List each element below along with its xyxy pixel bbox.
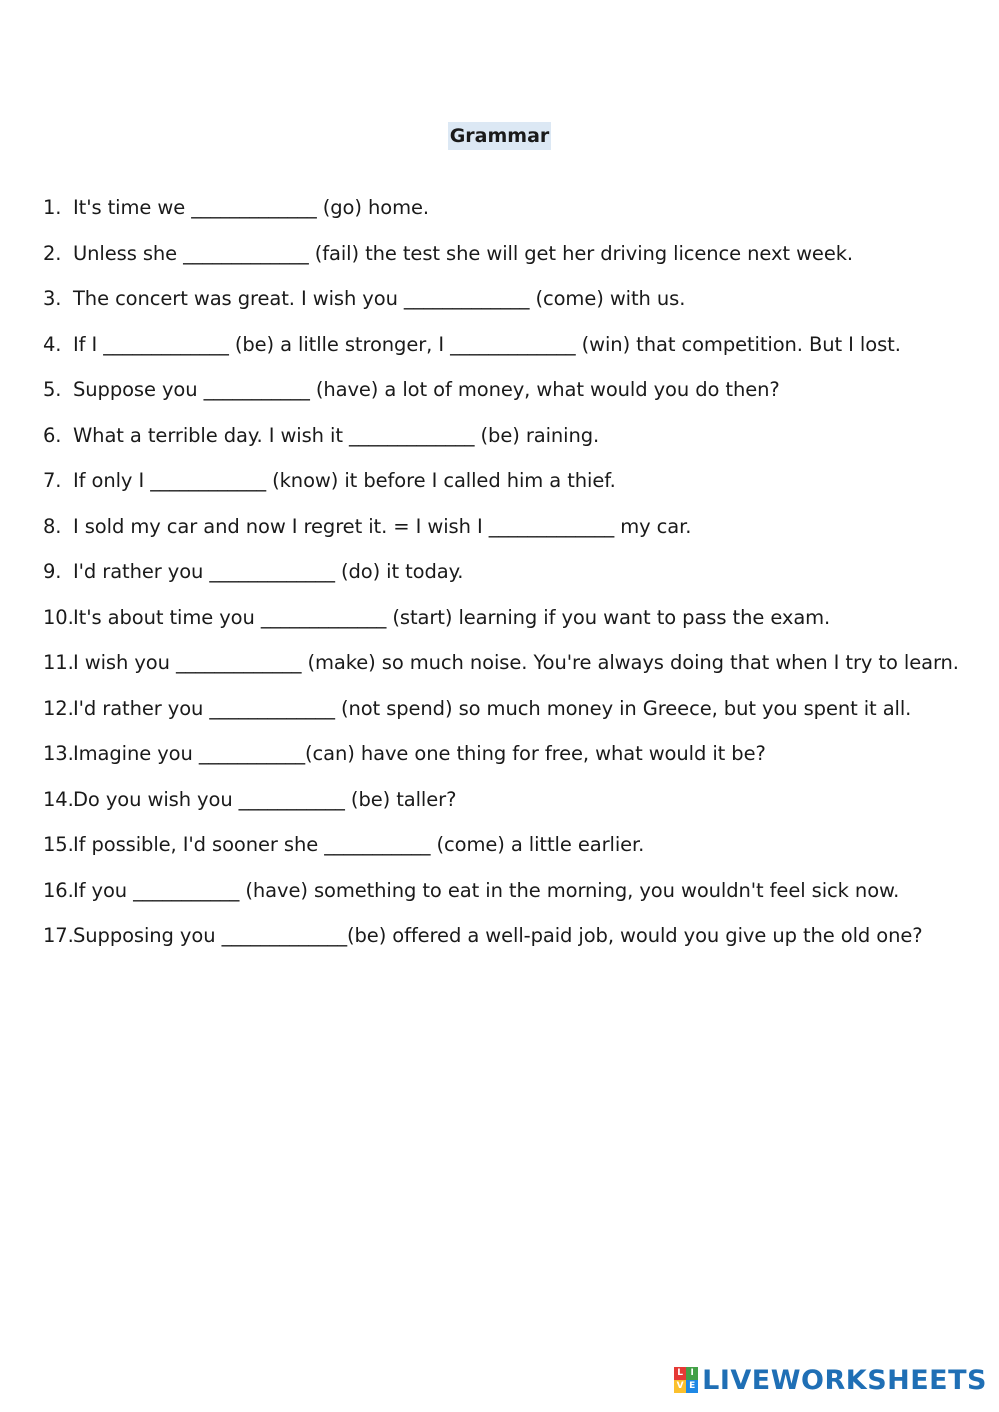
question-item [0,458,999,504]
question-number: 11. [43,651,74,674]
question-text: It's time we _____________ (go) home. [73,196,429,219]
question-number: 3. [43,287,62,310]
question-item [0,686,999,732]
title-wrap [0,122,999,150]
question-number: 12. [43,696,74,720]
question-text: Suppose you ___________ (have) a lot of money, what would you do then? [73,378,780,401]
question-text: Supposing you _____________(be) offered a well-paid job, would you give up the old one? [73,924,923,947]
question-item [0,777,999,823]
question-item [0,504,999,550]
question-number: 14. [43,787,74,811]
question-item [0,322,999,368]
question-item [0,413,999,459]
question-number: 1. [43,196,62,219]
question-text: Unless she _____________ (fail) the test she will get her driving licence next week. [73,241,854,265]
logo-mark-letter: E [686,1380,698,1393]
logo-mark-letter: I [686,1367,698,1380]
question-text: Do you wish you ___________ (be) taller? [73,787,457,811]
question-item [0,640,999,686]
question-text: What a terrible day. I wish it _____________ (be) raining. [73,423,600,447]
question-number: 10. [43,605,74,629]
question-text: I wish you _____________ (make) so much noise. You're always doing that when I try to learn. [73,651,959,674]
logo-mark-letter: V [674,1380,686,1393]
question-item [0,549,999,595]
question-text: If I _____________ (be) a litlle stronger, I _____________ (win) that competition. But I lost. [73,332,901,356]
question-text: The concert was great. I wish you _____________ (come) with us. [73,287,686,310]
logo-mark-letter: L [674,1367,686,1380]
question-number: 5. [43,378,62,401]
page-title: Grammar [448,122,552,150]
question-text: I'd rather you _____________ (not spend) so much money in Greece, but you spent it all. [73,696,912,720]
question-text: It's about time you _____________ (start) learning if you want to pass the exam. [73,605,831,629]
question-item [0,185,999,231]
question-item [0,731,999,777]
question-item [0,276,999,322]
question-item [0,868,999,914]
question-number: 6. [43,423,62,447]
logo-text: LIVEWORKSHEETS [702,1364,987,1396]
question-number: 9. [43,560,62,583]
question-text: I'd rather you _____________ (do) it today. [73,560,464,583]
question-number: 8. [43,514,62,538]
liveworksheets-logo[interactable] [674,1362,987,1398]
question-text: If only I ____________ (know) it before I called him a thief. [73,469,616,492]
question-item [0,913,999,959]
question-number: 15. [43,833,74,856]
question-text: If you ___________ (have) something to eat in the morning, you wouldn't feel sick now. [73,878,900,902]
question-text: Imagine you ___________(can) have one thing for free, what would it be? [73,742,766,765]
question-item [0,367,999,413]
question-number: 7. [43,469,62,492]
question-number: 2. [43,241,62,265]
question-text: If possible, I'd sooner she ___________ (come) a little earlier. [73,833,645,856]
question-number: 17. [43,924,74,947]
question-item [0,231,999,277]
question-number: 4. [43,332,62,356]
question-item [0,822,999,868]
question-item [0,595,999,641]
question-number: 13. [43,742,74,765]
logo-mark-icon [674,1367,698,1393]
question-number: 16. [43,878,74,902]
question-text: I sold my car and now I regret it. = I wish I _____________ my car. [73,514,692,538]
question-list [0,185,999,959]
